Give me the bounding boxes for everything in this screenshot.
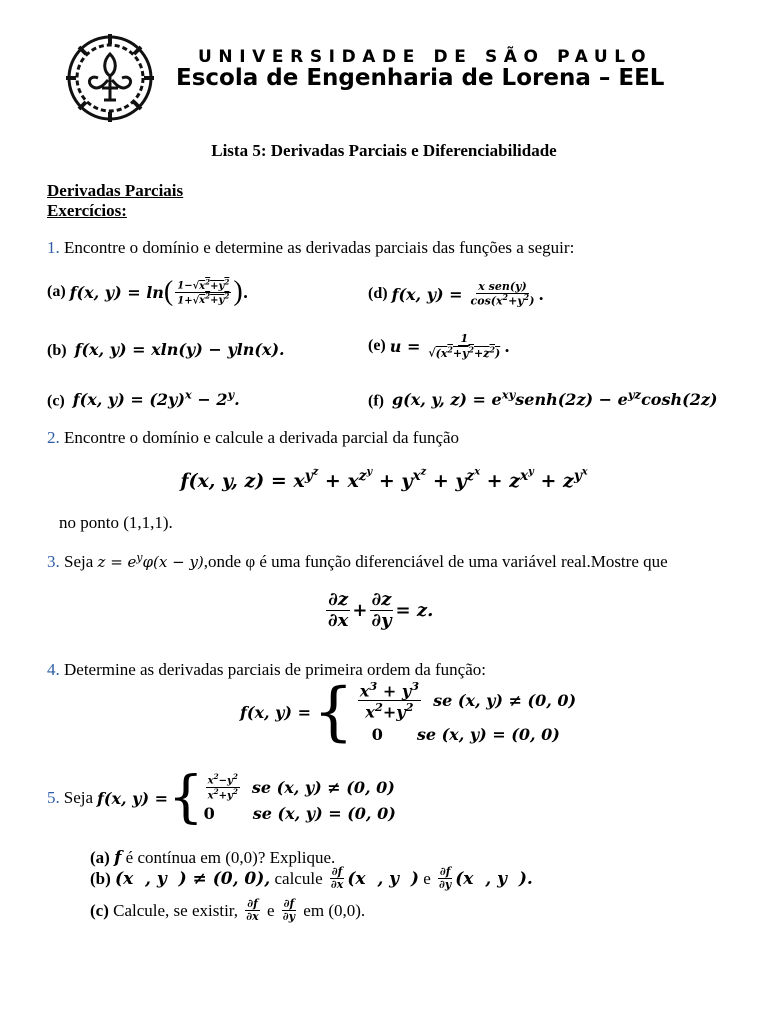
item-5b: (b) (x , y ) ≠ (0, 0), calcule $\frac{\partial f}{\partial x}$ (x , y ) e $\frac{\partial f}{\partial y}$ (x , y ). <box>90 865 533 892</box>
equation-q3: $\frac{\partial z}{\partial x}$ + $\frac{\partial z}{\partial y}$ = z. <box>328 589 434 631</box>
question-text: Seja <box>63 788 94 807</box>
question-text: Determine as derivadas parciais de primeira ordem da função: <box>64 660 486 679</box>
question-text: ,onde φ é uma função diferenciável de uma variável real.Mostre que <box>203 552 668 571</box>
item-1b <box>47 340 285 360</box>
item-1c: (c) f(x, $y) = (2y)^x - 2^y$. <box>47 388 240 410</box>
question-3: 3. Seja $z = e^y\varphi(x$ − y),onde φ é uma função diferenciável de uma variável real.Mostre que <box>47 551 668 571</box>
equation-q2: f(x, y, $z) = x^{y^z} + x^{z^y} + y^{x^z} + y^{z^x} + z^{x^y} + z^{y^x}$ <box>180 466 588 492</box>
item-text: calcule <box>274 868 323 888</box>
section-heading: Derivadas Parciais <box>47 181 184 200</box>
item-text: é contínua em (0,0)? Explique. <box>125 848 336 867</box>
subsection-heading: Exercícios: <box>47 201 127 220</box>
item-1f: (f) g(x, y, $z) = e^{xy}senh(2z) - e^{yz}\cosh(2z)$ <box>368 388 718 410</box>
question-2 <box>47 428 459 448</box>
item-label: (e) <box>368 337 386 355</box>
question-number: 1. <box>47 238 60 257</box>
item-expression: f(x, y) = xln(y) − yln(x). <box>74 340 285 359</box>
school-name: Escola de Engenharia de Lorena – EEL <box>176 65 665 91</box>
question-number: 4. <box>47 660 60 679</box>
item-label: (f) <box>368 392 384 410</box>
item-5a: (a) f é contínua em (0,0)? Explique. <box>90 848 336 868</box>
item-1e: (e) u = $\frac{1}{√(x^2+y^2+z^2)}$ . <box>368 332 510 360</box>
question-1 <box>47 238 574 258</box>
university-seal-logo <box>58 32 162 124</box>
item-label: (a) <box>90 848 110 867</box>
item-expression: g(x, y, z) = e <box>391 390 502 410</box>
item-label: (b) <box>47 342 67 359</box>
question-5: 5. Seja f(x, y) = { $\frac{x^2-y^2}{x^2+y^2}$ se (x, y) ≠ (0, 0) 0 se (x, y) = (0, 0) <box>47 765 396 830</box>
item-label: (c) <box>47 392 65 410</box>
item-5c: (c) Calcule, se existir, $\frac{\partial f}{\partial x}$ e $\frac{\partial f}{\partial y}$ em (0,0). <box>90 897 366 924</box>
question-text: Encontre o domínio e determine as derivadas parciais das funções a seguir: <box>64 238 575 257</box>
question-2-point: no ponto (1,1,1). <box>59 513 173 532</box>
item-label: (b) <box>90 868 111 888</box>
page-title: Lista 5: Derivadas Parciais e Diferenciabilidade <box>211 141 557 160</box>
item-label: (c) <box>90 900 109 920</box>
question-number: 3. <box>47 552 60 571</box>
item-expression: f(x, y) = (2y) <box>72 390 185 410</box>
item-text: Calcule, se existir, <box>113 900 239 920</box>
question-4 <box>47 660 486 680</box>
item-1a: (a) f(x, y) = ln ( $\frac{1-√x^2+y^2}{1+√x^2+y^2}$ ) . <box>47 276 249 307</box>
item-label: (a) <box>47 283 66 300</box>
question-text: Encontre o domínio e calcule a derivada parcial da função <box>64 428 460 447</box>
university-name: UNIVERSIDADE DE SÃO PAULO <box>198 47 653 67</box>
question-text: Seja <box>64 552 94 571</box>
item-text: em (0,0). <box>303 900 366 920</box>
item-1d: (d) f(x, y) = $\frac{\text{x sen(y)}}{\cos(x^2+y^2)}$ . <box>368 280 544 308</box>
question-number: 2. <box>47 428 60 447</box>
equation-q4: f(x, y) = { $\frac{x^3 + y^3}{x^2+y^2}$ se (x, y) ≠ (0, 0) 0 se (x, y) = (0, 0) <box>240 675 577 749</box>
item-label: (d) <box>368 285 388 303</box>
question-number: 5. <box>47 788 60 807</box>
